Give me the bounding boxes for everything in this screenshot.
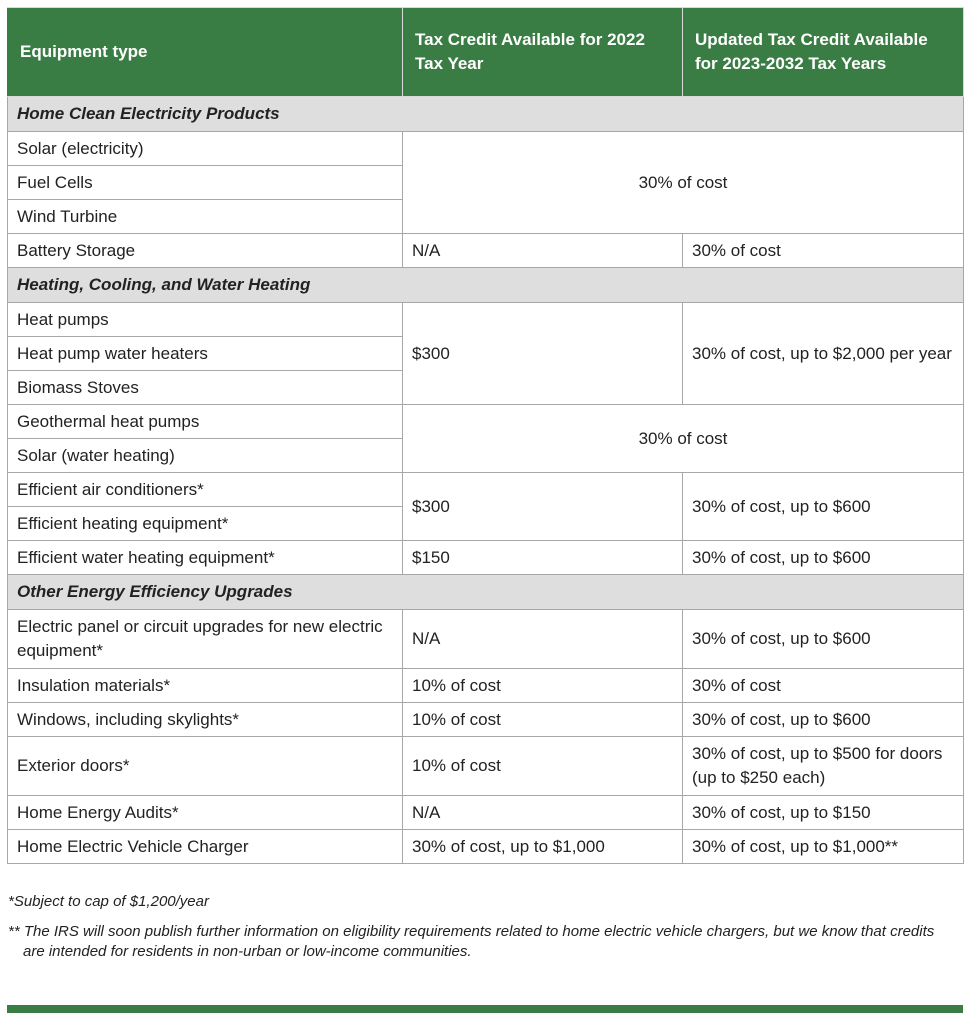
credit-2022-cell: 10% of cost [403,669,683,703]
equipment-cell: Battery Storage [8,234,403,268]
equipment-cell: Heat pumps [8,303,403,337]
credit-2023-cell: 30% of cost, up to $600 [683,703,964,737]
table-row [8,541,964,575]
credit-2023-cell: 30% of cost, up to $500 for doors (up to $250 each) [683,737,964,796]
section-other-upgrades: Other Energy Efficiency Upgrades [8,575,964,610]
credit-2022-cell: 10% of cost [403,737,683,796]
table-row [8,737,964,796]
section-row [8,97,964,132]
equipment-cell: Efficient heating equipment* [8,507,403,541]
table-row [8,703,964,737]
footnotes [8,892,948,962]
credit-2023-cell: 30% of cost, up to $600 [683,541,964,575]
header-equipment-type: Equipment type [8,8,403,97]
credit-2023-cell: 30% of cost, up to $1,000** [683,830,964,864]
equipment-cell: Geothermal heat pumps [8,405,403,439]
equipment-cell: Home Electric Vehicle Charger [8,830,403,864]
section-row [8,268,964,303]
header-credit-2022: Tax Credit Available for 2022 Tax Year [403,8,683,97]
equipment-cell: Solar (electricity) [8,132,403,166]
equipment-cell: Fuel Cells [8,166,403,200]
equipment-cell: Efficient air conditioners* [8,473,403,507]
equipment-cell: Efficient water heating equipment* [8,541,403,575]
credit-2022-cell: N/A [403,796,683,830]
header-credit-2023-2032: Updated Tax Credit Available for 2023-2032 Tax Years [683,8,964,97]
footnote-ev-charger: ** The IRS will soon publish further information on eligibility requirements related to home electric vehicle chargers, but we know that credits are intended for residents in non-urban or low-income communities. [8,923,935,960]
credit-cell: 30% of cost [403,132,964,234]
credit-cell: 30% of cost [403,405,964,473]
footnote-cap: *Subject to cap of $1,200/year [8,893,209,910]
equipment-cell: Heat pump water heaters [8,337,403,371]
credit-2022-cell: N/A [403,234,683,268]
credit-2022-cell: N/A [403,610,683,669]
table-row [8,610,964,669]
equipment-cell: Home Energy Audits* [8,796,403,830]
credit-2022-cell: $150 [403,541,683,575]
table-row [8,473,964,507]
section-row [8,575,964,610]
equipment-cell: Wind Turbine [8,200,403,234]
table-row [8,303,964,337]
credit-2022-cell: $300 [403,473,683,541]
table-row [8,669,964,703]
credit-2023-cell: 30% of cost, up to $150 [683,796,964,830]
equipment-cell: Insulation materials* [8,669,403,703]
table-row [8,796,964,830]
equipment-cell: Windows, including skylights* [8,703,403,737]
credit-2022-cell: 30% of cost, up to $1,000 [403,830,683,864]
credit-2023-cell: 30% of cost, up to $2,000 per year [683,303,964,405]
credit-2023-cell: 30% of cost [683,669,964,703]
section-clean-electricity: Home Clean Electricity Products [8,97,964,132]
table-row [8,132,964,166]
section-heating-cooling: Heating, Cooling, and Water Heating [8,268,964,303]
table-row [8,405,964,439]
equipment-cell: Electric panel or circuit upgrades for new electric equipment* [8,610,403,669]
table-row [8,830,964,864]
credit-2023-cell: 30% of cost, up to $600 [683,473,964,541]
equipment-cell: Solar (water heating) [8,439,403,473]
credit-2023-cell: 30% of cost, up to $600 [683,610,964,669]
header-row [8,8,964,97]
tax-credit-table [7,7,964,864]
equipment-cell: Exterior doors* [8,737,403,796]
table-row [8,234,964,268]
credit-2023-cell: 30% of cost [683,234,964,268]
bottom-green-bar [7,1005,963,1013]
credit-2022-cell: $300 [403,303,683,405]
equipment-cell: Biomass Stoves [8,371,403,405]
credit-2022-cell: 10% of cost [403,703,683,737]
